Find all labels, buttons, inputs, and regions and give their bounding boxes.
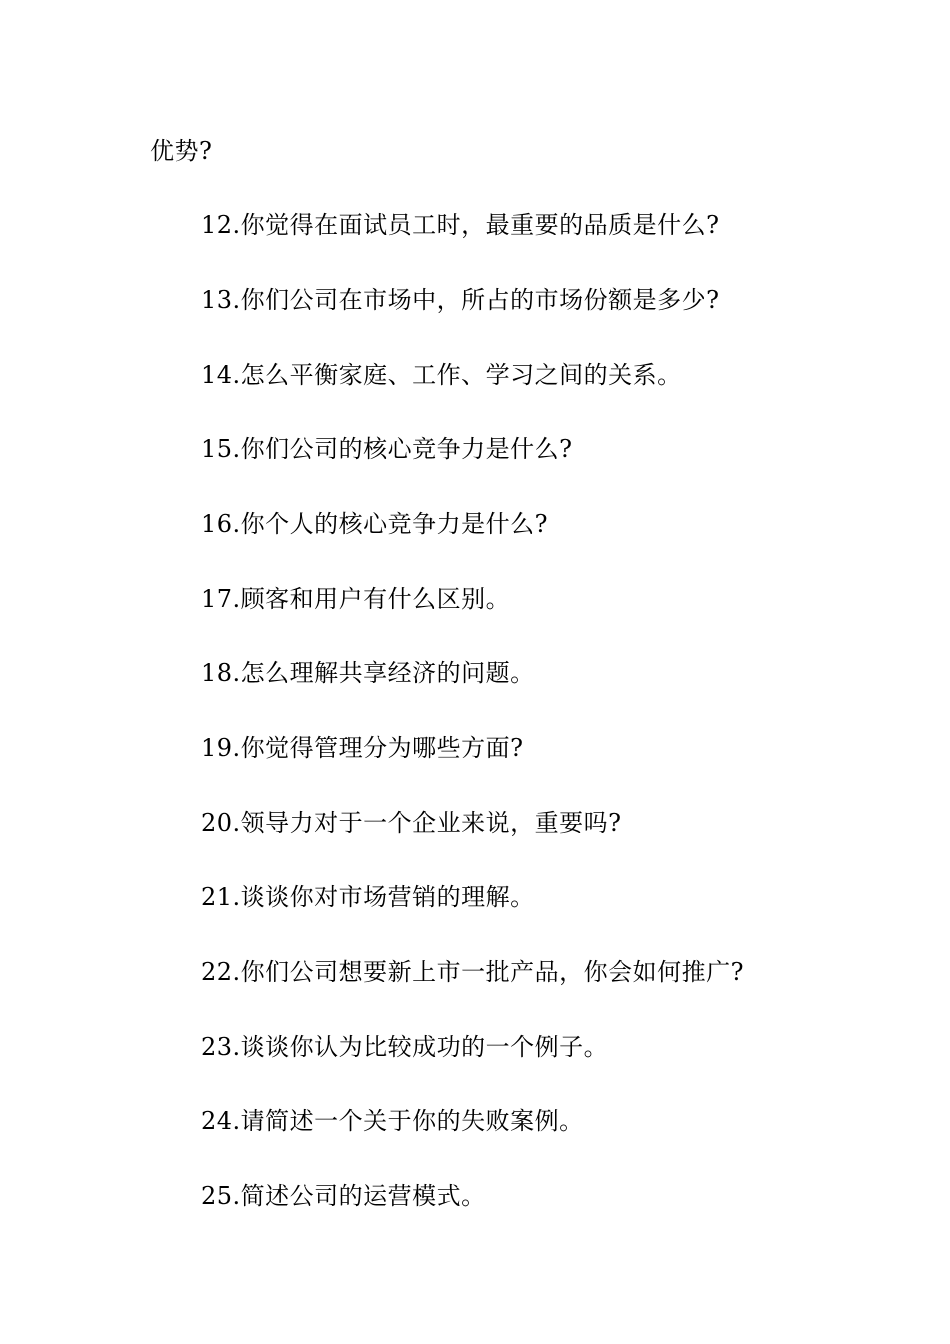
list-item: 12.你觉得在面试员工时，最重要的品质是什么? (201, 211, 720, 239)
list-item: 13.你们公司在市场中，所占的市场份额是多少? (201, 286, 720, 314)
list-item: 22.你们公司想要新上市一批产品，你会如何推广? (201, 958, 745, 986)
list-item: 25.简述公司的运营模式。 (201, 1182, 486, 1210)
list-item: 18.怎么理解共享经济的问题。 (201, 659, 535, 687)
list-item: 23.谈谈你认为比较成功的一个例子。 (201, 1033, 609, 1061)
list-item: 16.你个人的核心竞争力是什么? (201, 510, 549, 538)
continuation-text: 优势? (150, 137, 213, 165)
list-item: 15.你们公司的核心竞争力是什么? (201, 435, 573, 463)
list-item: 20.领导力对于一个企业来说，重要吗? (201, 809, 622, 837)
list-item: 14.怎么平衡家庭、工作、学习之间的关系。 (201, 361, 682, 389)
list-item: 19.你觉得管理分为哪些方面? (201, 734, 524, 762)
list-item: 21.谈谈你对市场营销的理解。 (201, 883, 535, 911)
list-item: 17.顾客和用户有什么区别。 (201, 585, 511, 613)
list-item: 24.请简述一个关于你的失败案例。 (201, 1107, 584, 1135)
